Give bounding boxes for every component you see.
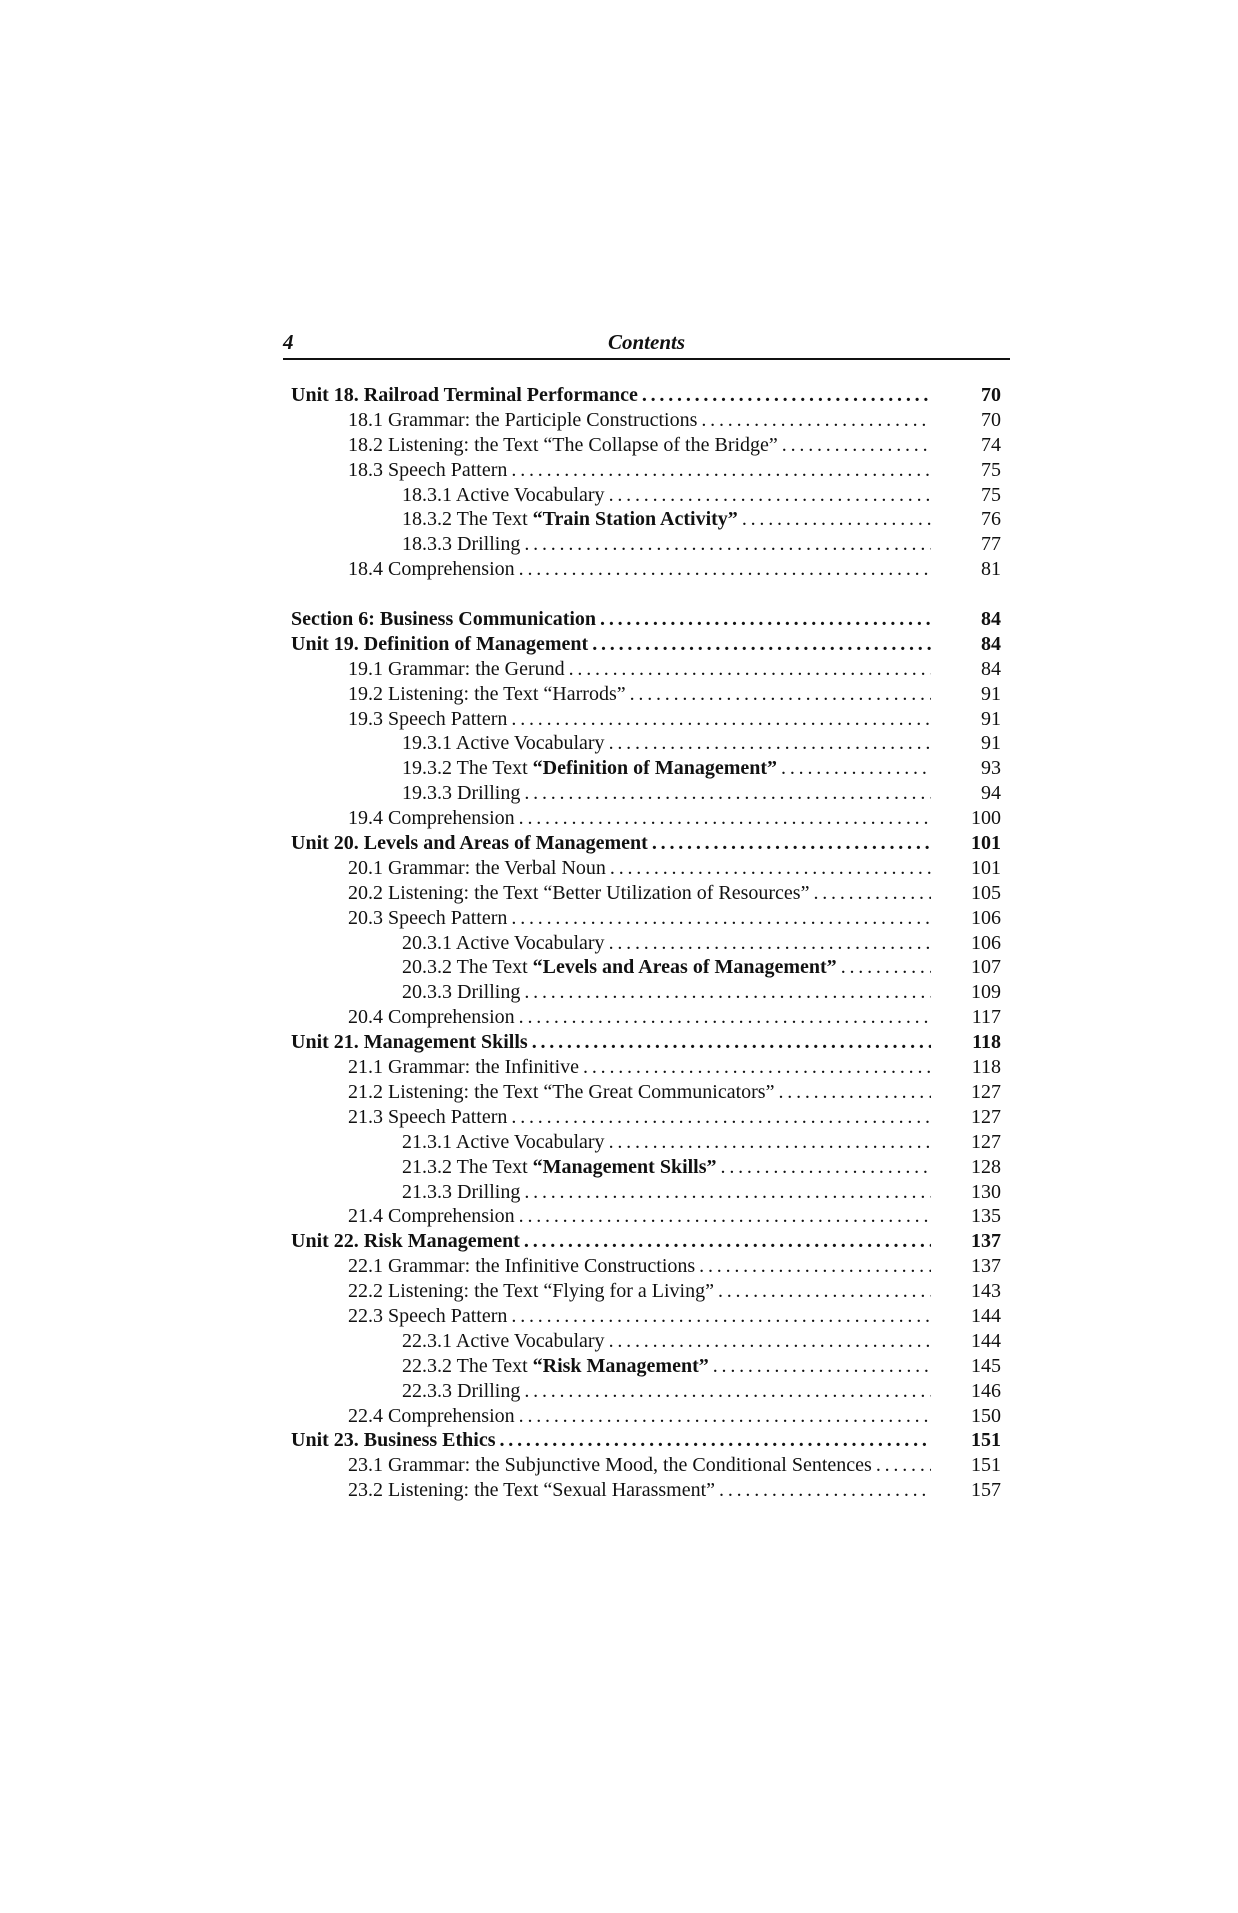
- toc-entry: [291, 657, 1001, 682]
- toc-entry: [291, 831, 1001, 856]
- toc-entry-title[interactable]: [402, 1130, 931, 1155]
- entry-page-number: 76: [981, 508, 1001, 531]
- entry-page-number: 109: [971, 981, 1001, 1004]
- toc-entry-title[interactable]: [402, 1379, 931, 1404]
- toc-entry: [291, 458, 1001, 483]
- toc-entry-title[interactable]: [348, 1005, 931, 1030]
- entry-label: 18.1 Grammar: the Participle Constructions: [348, 408, 698, 431]
- entry-page-number: 70: [981, 384, 1001, 406]
- toc-entry: [291, 1080, 1001, 1105]
- toc-entry: [291, 1180, 1001, 1205]
- entry-page-number: 84: [981, 608, 1001, 631]
- entry-label: Unit 21. Management Skills: [291, 1031, 528, 1054]
- dot-leader: [626, 682, 931, 707]
- dot-leader: [605, 931, 931, 956]
- entry-page-number: 100: [971, 807, 1001, 830]
- entry-page-number: 106: [971, 906, 1001, 929]
- toc-entry: [291, 632, 1001, 657]
- entry-text: [402, 756, 777, 781]
- toc-entry: [291, 1279, 1001, 1304]
- entry-text: [348, 1404, 515, 1429]
- entry-page-number: 84: [981, 632, 1001, 655]
- toc-entry: [291, 1055, 1001, 1080]
- entry-emphasis: “Train Station Activity”: [532, 508, 738, 531]
- dot-leader: [717, 1155, 931, 1180]
- toc-entry: [291, 1030, 1001, 1055]
- entry-page-number: 137: [971, 1230, 1001, 1253]
- entry-label: 19.1 Grammar: the Gerund: [348, 657, 565, 680]
- entry-text: [348, 557, 515, 582]
- dot-leader: [648, 831, 931, 856]
- entry-label: Unit 18. Railroad Terminal Performance: [291, 384, 638, 406]
- toc-entry: [291, 682, 1001, 707]
- toc-entry: [291, 1404, 1001, 1429]
- entry-label: 18.3.2 The Text: [402, 508, 533, 531]
- entry-text: [402, 1155, 717, 1180]
- toc-entry-title[interactable]: [348, 1254, 931, 1279]
- toc-entry: [291, 1329, 1001, 1354]
- dot-leader: [515, 557, 931, 582]
- entry-page-number: 143: [971, 1280, 1001, 1303]
- entry-page-number: 105: [971, 881, 1001, 904]
- entry-page-number: 91: [981, 682, 1001, 705]
- entry-text: [291, 607, 596, 632]
- toc-entry-title[interactable]: [348, 1404, 931, 1429]
- entry-text: [402, 731, 605, 756]
- dot-leader: [507, 1105, 931, 1130]
- entry-label: Section 6: Business Communication: [291, 608, 597, 631]
- table-of-contents: [291, 383, 1001, 1503]
- entry-page-number: 93: [981, 757, 1001, 780]
- entry-label: 19.3.1 Active Vocabulary: [402, 732, 605, 755]
- entry-label: 22.3.1 Active Vocabulary: [402, 1329, 605, 1352]
- dot-leader: [695, 1254, 931, 1279]
- entry-label: 22.4 Comprehension: [348, 1404, 515, 1427]
- entry-page-number: 151: [971, 1429, 1001, 1452]
- entry-label: 21.3.1 Active Vocabulary: [402, 1130, 605, 1153]
- dot-leader: [605, 1130, 931, 1155]
- toc-entry: [291, 906, 1001, 931]
- toc-entry: [291, 1428, 1001, 1453]
- entry-text: [348, 1055, 579, 1080]
- dot-leader: [496, 1428, 932, 1453]
- entry-page-number: 144: [971, 1304, 1001, 1327]
- toc-entry: [291, 408, 1001, 433]
- entry-page-number: 127: [971, 1080, 1001, 1103]
- toc-entry: [291, 731, 1001, 756]
- entry-text: [348, 1105, 507, 1130]
- toc-entry: [291, 955, 1001, 980]
- entry-text: [348, 1279, 714, 1304]
- toc-entry-title[interactable]: [402, 931, 931, 956]
- toc-entry-title[interactable]: [348, 1055, 931, 1080]
- entry-page-number: 118: [972, 1031, 1001, 1054]
- entry-page-number: 130: [971, 1180, 1001, 1203]
- toc-entry-title[interactable]: [402, 980, 931, 1005]
- toc-entry-title[interactable]: [348, 806, 931, 831]
- toc-entry: [291, 1304, 1001, 1329]
- entry-label: 18.2 Listening: the Text “The Collapse of the Bridge”: [348, 433, 778, 456]
- toc-entry: [291, 1453, 1001, 1478]
- toc-entry-title[interactable]: [348, 408, 931, 433]
- dot-leader: [638, 383, 931, 408]
- toc-entry-title[interactable]: [402, 1329, 931, 1354]
- entry-page-number: 81: [981, 558, 1001, 581]
- entry-text: [402, 532, 520, 557]
- dot-leader: [515, 1404, 931, 1429]
- toc-entry: [291, 507, 1001, 532]
- entry-label: Unit 19. Definition of Management: [291, 632, 589, 655]
- toc-entry-title[interactable]: [348, 557, 931, 582]
- entry-text: [348, 881, 809, 906]
- toc-entry-title[interactable]: [291, 1030, 931, 1055]
- entry-label: 20.3.1 Active Vocabulary: [402, 931, 605, 954]
- dot-leader: [738, 507, 931, 532]
- entry-page-number: 135: [971, 1205, 1001, 1228]
- spacer: [291, 582, 1001, 607]
- toc-entry: [291, 881, 1001, 906]
- toc-entry: [291, 1155, 1001, 1180]
- entry-page-number: 146: [971, 1379, 1001, 1402]
- entry-text: [291, 1428, 496, 1453]
- entry-emphasis: “Levels and Areas of Management”: [532, 956, 837, 979]
- dot-leader: [588, 632, 931, 657]
- toc-entry: [291, 1354, 1001, 1379]
- toc-entry: [291, 532, 1001, 557]
- toc-entry: [291, 1379, 1001, 1404]
- toc-entry-title[interactable]: [291, 607, 931, 632]
- dot-leader: [809, 881, 931, 906]
- entry-text: [348, 1005, 515, 1030]
- entry-text: [402, 483, 605, 508]
- entry-page-number: 128: [971, 1155, 1001, 1178]
- entry-text: [291, 383, 638, 408]
- entry-text: [348, 1080, 774, 1105]
- entry-label: 18.3.3 Drilling: [402, 533, 521, 556]
- dot-leader: [777, 756, 931, 781]
- entry-label: 20.4 Comprehension: [348, 1006, 515, 1029]
- entry-label: 19.2 Listening: the Text “Harrods”: [348, 682, 626, 705]
- toc-entry-title[interactable]: [348, 906, 931, 931]
- entry-page-number: 107: [971, 956, 1001, 979]
- entry-page-number: 101: [971, 832, 1001, 855]
- entry-label: 21.3.3 Drilling: [402, 1180, 521, 1203]
- entry-label: 21.3.2 The Text: [402, 1155, 533, 1178]
- entry-page-number: 150: [971, 1404, 1001, 1427]
- toc-entry-title[interactable]: [348, 707, 931, 732]
- entry-label: 22.3.2 The Text: [402, 1354, 533, 1377]
- entry-label: 19.3.2 The Text: [402, 757, 533, 780]
- entry-text: [402, 980, 520, 1005]
- dot-leader: [520, 781, 931, 806]
- entry-label: 23.2 Listening: the Text “Sexual Harassment”: [348, 1479, 716, 1502]
- entry-label: Unit 23. Business Ethics: [291, 1429, 496, 1452]
- entry-page-number: 106: [971, 931, 1001, 954]
- entry-label: 21.2 Listening: the Text “The Great Communicators”: [348, 1080, 775, 1103]
- entry-label: 21.4 Comprehension: [348, 1205, 515, 1228]
- entry-label: 20.3.2 The Text: [402, 956, 533, 979]
- toc-entry: [291, 756, 1001, 781]
- toc-entry: [291, 707, 1001, 732]
- entry-text: [348, 408, 697, 433]
- dot-leader: [520, 1180, 931, 1205]
- dot-leader: [837, 955, 931, 980]
- toc-entry-title[interactable]: [402, 756, 931, 781]
- entry-label: 18.4 Comprehension: [348, 558, 515, 581]
- toc-entry: [291, 931, 1001, 956]
- entry-text: [291, 1229, 520, 1254]
- entry-text: [348, 1204, 515, 1229]
- entry-text: [291, 1030, 528, 1055]
- entry-label: 22.3.3 Drilling: [402, 1379, 521, 1402]
- entry-text: [348, 707, 507, 732]
- entry-page-number: 137: [971, 1255, 1001, 1278]
- dot-leader: [507, 1304, 931, 1329]
- toc-entry: [291, 856, 1001, 881]
- page-number: 4: [283, 330, 294, 354]
- toc-entry: [291, 1254, 1001, 1279]
- toc-entry-title[interactable]: [402, 731, 931, 756]
- toc-entry-title[interactable]: [402, 955, 931, 980]
- dot-leader: [520, 1379, 931, 1404]
- dot-leader: [507, 707, 931, 732]
- toc-entry-title[interactable]: [291, 383, 931, 408]
- entry-label: 18.3 Speech Pattern: [348, 458, 508, 481]
- entry-label: 20.1 Grammar: the Verbal Noun: [348, 856, 606, 879]
- dot-leader: [714, 1279, 931, 1304]
- toc-entry-title[interactable]: [348, 1080, 931, 1105]
- entry-label: 21.3 Speech Pattern: [348, 1105, 508, 1128]
- toc-entry-title[interactable]: [348, 1204, 931, 1229]
- toc-entry-title[interactable]: [402, 1354, 931, 1379]
- entry-text: [348, 458, 507, 483]
- entry-label: 19.3 Speech Pattern: [348, 707, 508, 730]
- dot-leader: [596, 607, 931, 632]
- entry-text: [348, 682, 626, 707]
- running-header: [283, 330, 1010, 360]
- dot-leader: [715, 1478, 931, 1503]
- toc-entry: [291, 383, 1001, 408]
- entry-text: [348, 906, 507, 931]
- entry-emphasis: “Management Skills”: [532, 1155, 717, 1178]
- entry-label: 20.3 Speech Pattern: [348, 906, 508, 929]
- entry-text: [402, 1379, 520, 1404]
- entry-label: 20.3.3 Drilling: [402, 981, 521, 1004]
- entry-text: [402, 955, 837, 980]
- entry-page-number: 70: [981, 408, 1001, 431]
- toc-entry-title[interactable]: [402, 532, 931, 557]
- dot-leader: [520, 1229, 931, 1254]
- entry-label: 22.2 Listening: the Text “Flying for a Living”: [348, 1280, 714, 1303]
- dot-leader: [579, 1055, 931, 1080]
- entry-text: [402, 1180, 520, 1205]
- toc-entry-title[interactable]: [402, 507, 931, 532]
- entry-label: 22.1 Grammar: the Infinitive Constructions: [348, 1255, 696, 1278]
- entry-text: [402, 781, 520, 806]
- entry-text: [402, 931, 605, 956]
- dot-leader: [507, 906, 931, 931]
- dot-leader: [872, 1453, 931, 1478]
- entry-page-number: 75: [981, 458, 1001, 481]
- entry-page-number: 84: [981, 657, 1001, 680]
- toc-entry-title[interactable]: [348, 881, 931, 906]
- toc-entry-title[interactable]: [402, 781, 931, 806]
- entry-page-number: 77: [981, 533, 1001, 556]
- entry-text: [402, 1130, 605, 1155]
- entry-text: [291, 831, 648, 856]
- entry-page-number: 127: [971, 1105, 1001, 1128]
- entry-text: [348, 1478, 715, 1503]
- dot-leader: [606, 856, 931, 881]
- entry-page-number: 151: [971, 1454, 1001, 1477]
- toc-entry: [291, 1130, 1001, 1155]
- entry-page-number: 91: [981, 732, 1001, 755]
- entry-page-number: 117: [971, 1006, 1001, 1029]
- toc-entry: [291, 980, 1001, 1005]
- toc-entry-title[interactable]: [348, 433, 931, 458]
- toc-entry: [291, 1229, 1001, 1254]
- toc-entry-title[interactable]: [291, 1428, 931, 1453]
- toc-entry: [291, 433, 1001, 458]
- dot-leader: [605, 731, 931, 756]
- toc-entry: [291, 607, 1001, 632]
- entry-label: 21.1 Grammar: the Infinitive: [348, 1056, 580, 1079]
- toc-entry-title[interactable]: [348, 1279, 931, 1304]
- toc-entry-title[interactable]: [402, 1180, 931, 1205]
- dot-leader: [528, 1030, 931, 1055]
- header-title: Contents: [607, 330, 686, 354]
- dot-leader: [774, 1080, 931, 1105]
- dot-leader: [515, 1204, 931, 1229]
- toc-entry: [291, 1478, 1001, 1503]
- entry-label: 19.4 Comprehension: [348, 807, 515, 830]
- toc-entry: [291, 1204, 1001, 1229]
- entry-emphasis: “Definition of Management”: [532, 757, 778, 780]
- entry-page-number: 91: [981, 707, 1001, 730]
- dot-leader: [515, 806, 931, 831]
- toc-entry-title[interactable]: [291, 1229, 931, 1254]
- toc-entry-title[interactable]: [402, 483, 931, 508]
- toc-entry-title[interactable]: [402, 1155, 931, 1180]
- entry-page-number: 144: [971, 1329, 1001, 1352]
- toc-entry-title[interactable]: [291, 831, 931, 856]
- entry-label: 20.2 Listening: the Text “Better Utilization of Resources”: [348, 881, 810, 904]
- entry-label: Unit 22. Risk Management: [291, 1230, 520, 1253]
- entry-page-number: 74: [981, 433, 1001, 456]
- dot-leader: [605, 1329, 931, 1354]
- entry-text: [402, 1329, 605, 1354]
- toc-entry-title[interactable]: [348, 458, 931, 483]
- toc-entry-title[interactable]: [348, 1453, 931, 1478]
- dot-leader: [778, 433, 931, 458]
- entry-text: [348, 433, 778, 458]
- dot-leader: [520, 980, 931, 1005]
- toc-entry-title[interactable]: [348, 856, 931, 881]
- entry-page-number: 75: [981, 483, 1001, 506]
- entry-page-number: 145: [971, 1354, 1001, 1377]
- entry-label: 19.3.3 Drilling: [402, 782, 521, 805]
- entry-text: [291, 632, 588, 657]
- toc-entry: [291, 1005, 1001, 1030]
- entry-label: 18.3.1 Active Vocabulary: [402, 483, 605, 506]
- toc-entry: [291, 1105, 1001, 1130]
- toc-entry-title[interactable]: [348, 1478, 931, 1503]
- entry-page-number: 157: [971, 1479, 1001, 1502]
- toc-entry-title[interactable]: [348, 1105, 931, 1130]
- entry-page-number: 127: [971, 1130, 1001, 1153]
- dot-leader: [507, 458, 931, 483]
- entry-text: [348, 1453, 872, 1478]
- dot-leader: [605, 483, 931, 508]
- entry-page-number: 101: [971, 856, 1001, 879]
- toc-entry-title[interactable]: [348, 657, 931, 682]
- entry-page-number: 118: [971, 1056, 1001, 1079]
- dot-leader: [520, 532, 931, 557]
- entry-emphasis: “Risk Management”: [532, 1354, 709, 1377]
- entry-text: [402, 507, 738, 532]
- entry-page-number: 94: [981, 782, 1001, 805]
- entry-label: Unit 20. Levels and Areas of Management: [291, 832, 648, 855]
- toc-entry: [291, 557, 1001, 582]
- toc-entry-title[interactable]: [291, 632, 931, 657]
- toc-entry-title[interactable]: [348, 682, 931, 707]
- entry-label: 23.1 Grammar: the Subjunctive Mood, the Conditional Sentences: [348, 1454, 872, 1477]
- entry-text: [348, 806, 515, 831]
- entry-label: 22.3 Speech Pattern: [348, 1304, 508, 1327]
- toc-entry: [291, 781, 1001, 806]
- dot-leader: [515, 1005, 931, 1030]
- entry-text: [348, 856, 606, 881]
- dot-leader: [697, 408, 931, 433]
- toc-entry: [291, 806, 1001, 831]
- entry-text: [402, 1354, 709, 1379]
- entry-text: [348, 1254, 695, 1279]
- entry-text: [348, 657, 565, 682]
- entry-text: [348, 1304, 507, 1329]
- dot-leader: [565, 657, 931, 682]
- toc-entry: [291, 483, 1001, 508]
- toc-entry-title[interactable]: [348, 1304, 931, 1329]
- dot-leader: [709, 1354, 931, 1379]
